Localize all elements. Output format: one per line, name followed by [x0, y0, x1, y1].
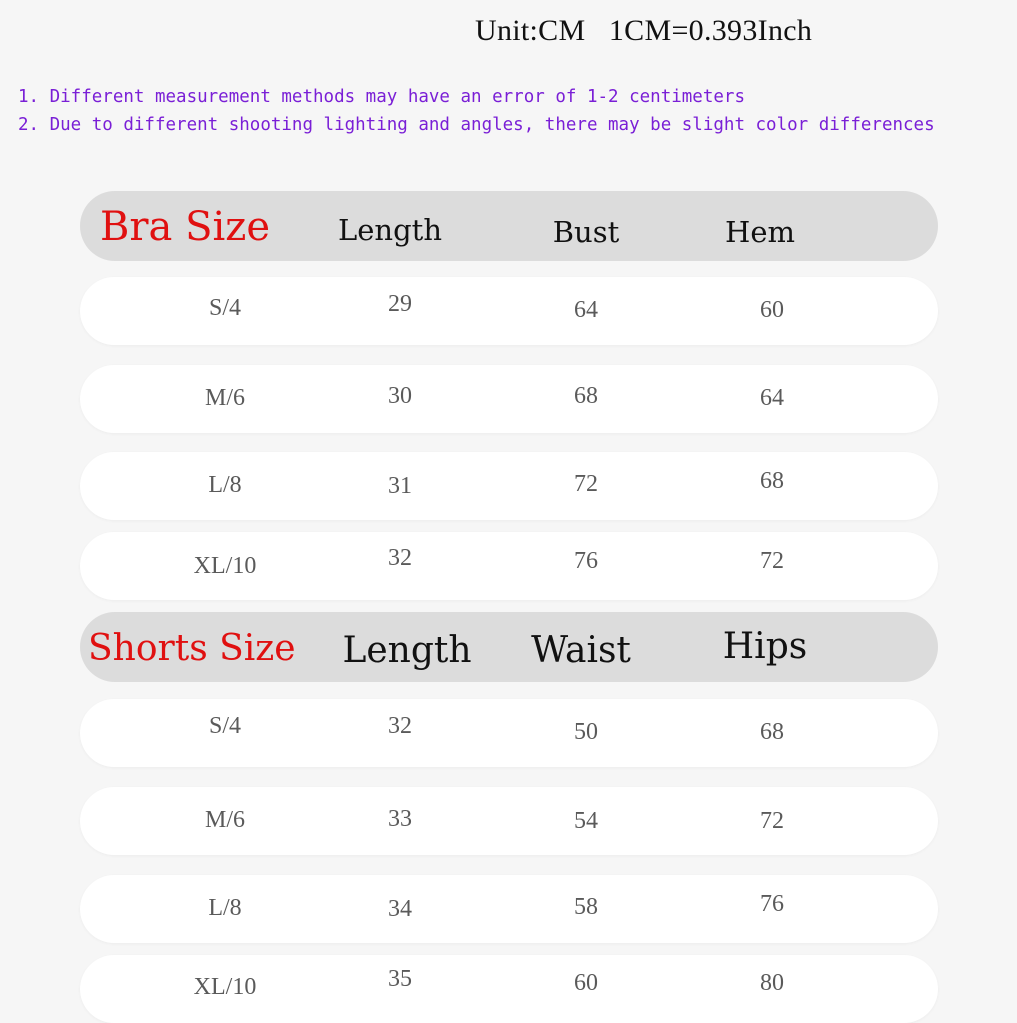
waist-cell: 54: [574, 808, 598, 834]
shorts-table-header: [80, 612, 938, 682]
hips-cell: 72: [760, 808, 784, 834]
table-row: [80, 955, 938, 1023]
hips-cell: 80: [760, 970, 784, 996]
bra-table-header: [80, 191, 938, 261]
length-cell: 34: [388, 896, 412, 922]
hem-cell: 72: [760, 548, 784, 574]
hem-cell: 60: [760, 297, 784, 323]
bust-cell: 76: [574, 548, 598, 574]
hem-cell: 68: [760, 468, 784, 494]
hips-cell: 68: [760, 719, 784, 745]
table-row: [80, 452, 938, 520]
size-cell: L/8: [208, 895, 242, 921]
table-row: [80, 532, 938, 600]
waist-cell: 58: [574, 894, 598, 920]
shorts-col-waist: Waist: [531, 630, 631, 671]
size-cell: S/4: [208, 295, 242, 321]
length-cell: 30: [388, 383, 412, 409]
bra-col-length: Length: [338, 213, 442, 247]
bust-cell: 64: [574, 297, 598, 323]
table-row: [80, 875, 938, 943]
bra-size-title: Bra Size: [100, 204, 271, 250]
size-cell: M/6: [204, 807, 246, 833]
length-cell: 35: [388, 966, 412, 992]
length-cell: 32: [388, 545, 412, 571]
waist-cell: 50: [574, 719, 598, 745]
waist-cell: 60: [574, 970, 598, 996]
bra-col-bust: Bust: [552, 215, 620, 249]
size-cell: M/6: [204, 385, 246, 411]
size-cell: L/8: [208, 472, 242, 498]
length-cell: 31: [388, 473, 412, 499]
table-row: [80, 277, 938, 345]
table-row: [80, 365, 938, 433]
table-row: [80, 787, 938, 855]
bust-cell: 68: [574, 383, 598, 409]
bra-col-hem: Hem: [725, 215, 795, 249]
hips-cell: 76: [760, 891, 784, 917]
shorts-size-title: Shorts Size: [88, 628, 296, 669]
table-row: [80, 699, 938, 767]
length-cell: 29: [388, 291, 412, 317]
shorts-col-hips: Hips: [722, 626, 808, 667]
note-measurement-error: 1. Different measurement methods may have an error of 1-2 centimeters: [18, 87, 745, 107]
unit-line: Unit:CM 1CM=0.393Inch: [475, 14, 813, 47]
size-cell: S/4: [208, 713, 242, 739]
size-cell: XL/10: [193, 974, 257, 1000]
bust-cell: 72: [574, 471, 598, 497]
shorts-col-length: Length: [342, 630, 472, 671]
length-cell: 33: [388, 806, 412, 832]
hem-cell: 64: [760, 385, 784, 411]
note-color-difference: 2. Due to different shooting lighting and angles, there may be slight color differences: [18, 115, 935, 135]
length-cell: 32: [388, 713, 412, 739]
size-cell: XL/10: [193, 553, 257, 579]
